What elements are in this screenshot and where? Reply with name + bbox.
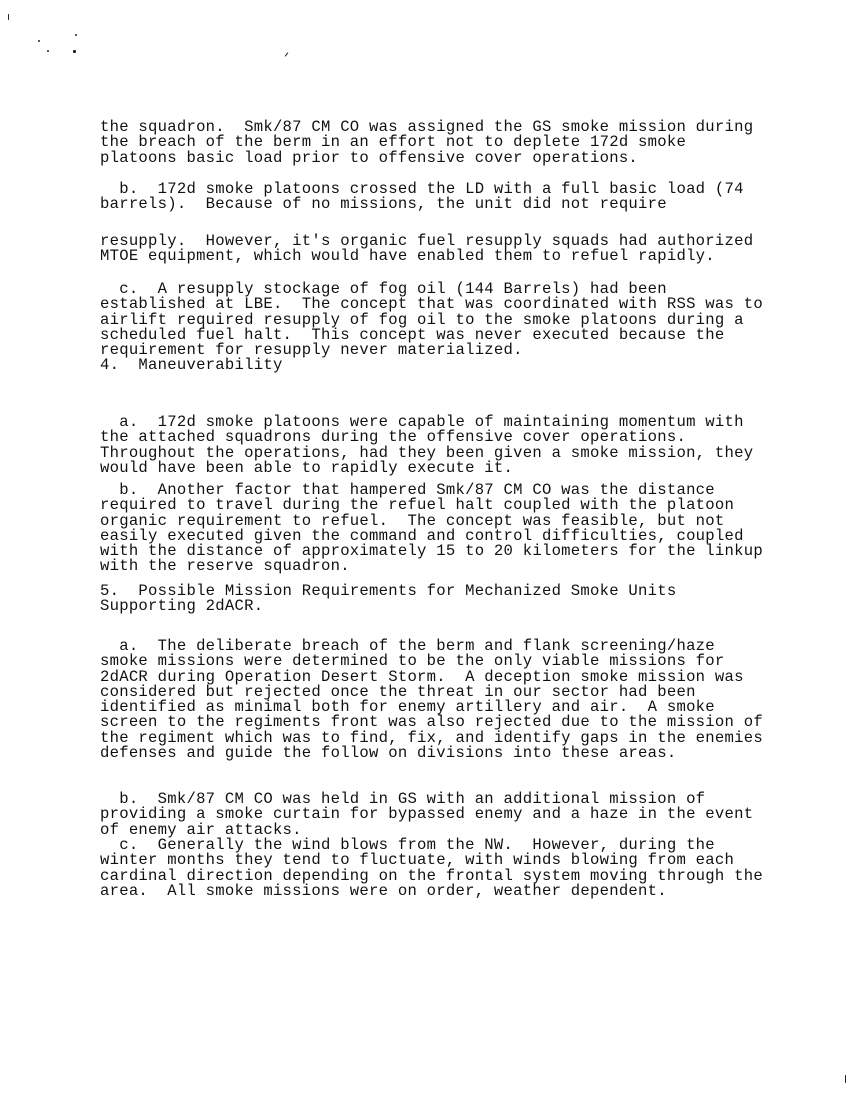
paragraph-p-cont bbox=[100, 120, 753, 166]
scan-speck bbox=[38, 40, 40, 42]
paragraph-p-3b-cont bbox=[100, 234, 753, 265]
text-line: the regiment which was to find, fix, and identify gaps in the enemies bbox=[100, 728, 763, 747]
text-line: resupply. However, it's organic fuel resupply squads had authorized bbox=[100, 232, 754, 250]
text-line: a. 172d smoke platoons were capable of maintaining momentum with bbox=[100, 413, 744, 431]
paragraph-p-3c bbox=[100, 282, 763, 358]
text-line: airlift required resupply of fog oil to the smoke platoons during a bbox=[100, 310, 744, 329]
paragraph-p-4b bbox=[100, 483, 763, 575]
text-line: identified as minimal both for enemy artillery and air. A smoke bbox=[100, 698, 715, 717]
text-line: the breach of the berm in an effort not to deplete 172d smoke bbox=[100, 133, 687, 152]
text-line: 2dACR during Operation Desert Storm. A deception smoke mission was bbox=[100, 667, 744, 686]
text-line: defenses and guide the follow on divisions into these areas. bbox=[100, 744, 677, 763]
scan-speck bbox=[75, 34, 77, 36]
text-line: screen to the regiments front was also rejected due to the mission of bbox=[100, 713, 763, 732]
text-line: Supporting 2dACR. bbox=[100, 597, 264, 616]
paragraph-p-3b bbox=[100, 182, 744, 213]
text-line: c. Generally the wind blows from the NW. However, during the bbox=[100, 836, 715, 854]
text-line: b. Smk/87 CM CO was held in GS with an additional mission of bbox=[100, 790, 706, 808]
text-line: area. All smoke missions were on order, weather dependent. bbox=[100, 881, 667, 900]
paragraph-p-4 bbox=[100, 358, 283, 373]
text-line: required to travel during the refuel halt coupled with the platoon bbox=[100, 496, 735, 515]
text-line: b. Another factor that hampered Smk/87 CM CO was the distance bbox=[100, 481, 715, 499]
paragraph-p-5 bbox=[100, 584, 676, 615]
text-line: the attached squadrons during the offensive cover operations. bbox=[100, 428, 687, 447]
text-line: b. 172d smoke platoons crossed the LD with a full basic load (74 bbox=[100, 180, 744, 198]
text-line: Throughout the operations, had they been given a smoke mission, they bbox=[100, 443, 754, 462]
text-line: cardinal direction depending on the frontal system moving through the bbox=[100, 866, 763, 885]
text-line: providing a smoke curtain for bypassed enemy and a haze in the event bbox=[100, 805, 754, 824]
scan-speck bbox=[73, 50, 76, 53]
text-line: requirement for resupply never materialized. bbox=[100, 341, 523, 360]
scan-speck bbox=[47, 50, 49, 52]
text-line: MTOE equipment, which would have enabled them to refuel rapidly. bbox=[100, 247, 715, 266]
text-line: winter months they tend to fluctuate, with winds blowing from each bbox=[100, 851, 735, 870]
scan-speck bbox=[285, 52, 289, 56]
paragraph-p-5b bbox=[100, 792, 753, 838]
text-line: 4. Maneuverability bbox=[100, 356, 283, 374]
text-line: barrels). Because of no missions, the unit did not require bbox=[100, 195, 667, 214]
text-line: easily executed given the command and control difficulties, coupled bbox=[100, 526, 744, 545]
text-line: the squadron. Smk/87 CM CO was assigned the GS smoke mission during bbox=[100, 118, 754, 136]
text-line: a. The deliberate breach of the berm and flank screening/haze bbox=[100, 637, 715, 655]
text-line: scheduled fuel halt. This concept was never executed because the bbox=[100, 325, 725, 344]
scan-speck bbox=[845, 1075, 846, 1083]
text-line: with the distance of approximately 15 to 20 kilometers for the linkup bbox=[100, 542, 763, 561]
text-line: 5. Possible Mission Requirements for Mechanized Smoke Units bbox=[100, 582, 677, 600]
text-line: established at LBE. The concept that was coordinated with RSS was to bbox=[100, 295, 763, 314]
text-line: c. A resupply stockage of fog oil (144 Barrels) had been bbox=[100, 280, 667, 298]
text-line: organic requirement to refuel. The concept was feasible, but not bbox=[100, 511, 725, 530]
text-line: with the reserve squadron. bbox=[100, 557, 350, 576]
scan-speck bbox=[8, 14, 9, 20]
text-line: platoons basic load prior to offensive cover operations. bbox=[100, 148, 639, 167]
text-line: smoke missions were determined to be the only viable missions for bbox=[100, 652, 725, 671]
paragraph-p-5a bbox=[100, 639, 763, 761]
text-line: would have been able to rapidly execute it. bbox=[100, 458, 514, 477]
paragraph-p-4a bbox=[100, 415, 753, 476]
text-line: of enemy air attacks. bbox=[100, 820, 302, 839]
text-line: considered but rejected once the threat in our sector had been bbox=[100, 682, 696, 701]
paragraph-p-5c bbox=[100, 838, 763, 899]
